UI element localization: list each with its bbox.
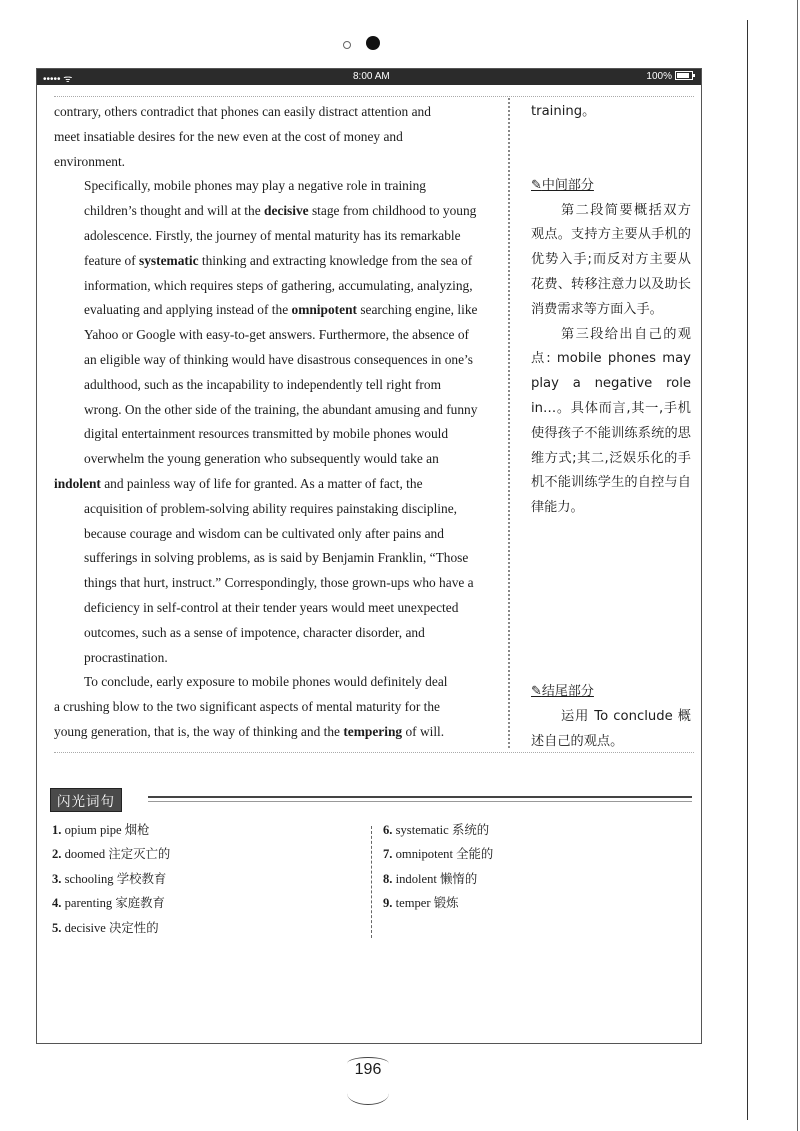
keyword: omnipotent — [291, 302, 357, 318]
vocab-item: 5. decisive 决定性的 — [52, 919, 159, 935]
keyword: indolent — [54, 475, 101, 491]
front-sensor — [343, 41, 351, 49]
annotation-paragraph: 运用 To conclude 概述自己的观点。 — [531, 708, 691, 749]
text-line: deficiency in self-control at their tender years would meet unexpected — [84, 599, 459, 615]
text-line: children’s thought and will at the decisive stage from childhood to young — [84, 203, 477, 219]
text-line: meet insatiable desires for the new even at the cost of money and — [54, 128, 403, 144]
essay-paragraph — [54, 174, 497, 670]
pen-icon: ✎ — [531, 177, 542, 193]
battery-indicator — [646, 71, 693, 82]
text-line: Yahoo or Google with easy-to-get answers. Furthermore, the absence of — [84, 327, 470, 343]
pen-icon: ✎ — [531, 684, 542, 699]
text-line: adolescence. Firstly, the journey of mental maturity has its remarkable — [84, 227, 461, 243]
text-line: contrary, others contradict that phones can easily distract attention and — [54, 104, 431, 119]
text-line: environment. — [54, 153, 126, 169]
vocab-item: 8. indolent 懒惰的 — [383, 870, 478, 886]
text-line: evaluating and applying instead of the omnipotent searching engine, like — [84, 302, 478, 318]
vocab-item: 1. opium pipe 烟枪 — [52, 822, 150, 837]
annotation-top: training。 — [531, 104, 596, 119]
annotation-column — [531, 100, 691, 521]
vocab-item: 2. doomed 注定灭亡的 — [52, 846, 171, 862]
text-line: digital entertainment resources transmitted by mobile phones would — [84, 426, 449, 442]
section-heading-end: ✎结尾部分 — [531, 684, 594, 699]
vocab-item: 6. systematic 系统的 — [383, 822, 490, 837]
text-line: outcomes, such as a sense of impotence, character disorder, and — [84, 624, 425, 640]
status-bar — [37, 69, 701, 85]
status-time: 8:00 AM — [353, 71, 390, 82]
vocab-separator — [371, 826, 372, 938]
essay-body — [54, 100, 497, 745]
text-line: overwhelm the young generation who subsequently would take an — [84, 451, 439, 467]
text-line: Specifically, mobile phones may play a negative role in training — [84, 178, 426, 194]
column-divider — [508, 98, 510, 748]
vocab-title: 闪光词句 — [50, 788, 122, 812]
text-line: indolent and painless way of life for granted. As a matter of fact, the — [54, 475, 423, 491]
text-line: an eligible way of thinking would have disastrous consequences in one’s — [84, 351, 473, 367]
content-top-divider — [54, 96, 694, 97]
text-line: adulthood, such as the incapability to independently tell right from — [84, 376, 442, 392]
text-line: procrastination. — [84, 649, 168, 665]
vocab-list-right — [383, 818, 493, 916]
text-line: feature of systematic thinking and extracting knowledge from the sea of — [84, 252, 473, 268]
text-line: sufferings in solving problems, as is said by Benjamin Franklin, “Those — [84, 550, 469, 566]
front-camera — [366, 36, 380, 50]
text-line: a crushing blow to the two significant aspects of mental maturity for the — [54, 699, 441, 715]
vocab-item: 4. parenting 家庭教育 — [52, 895, 165, 911]
annotation-end — [531, 680, 691, 754]
vocab-item: 9. temper 锻炼 — [383, 895, 459, 911]
essay-paragraph — [54, 100, 497, 174]
vocab-banner — [50, 788, 122, 810]
text-line: acquisition of problem-solving ability requires painstaking discipline, — [84, 500, 458, 516]
page-edge-line — [797, 0, 798, 1131]
text-line: To conclude, early exposure to mobile phones would definitely deal — [84, 674, 448, 690]
annotation-paragraph: 第三段给出自己的观点: mobile phones may play a negative role in…。具体而言,其一,手机使得孩子不能训练系统的思维方式;其二,泛娱乐化的手机不能训练学生的自控与自律能力。 — [531, 326, 691, 516]
text-line: things that hurt, instruct.” Correspondingly, those grown-ups who have a — [84, 575, 474, 591]
battery-percent: 100% — [646, 71, 672, 82]
section-heading-middle: ✎中间部分 — [531, 177, 594, 193]
keyword: systematic — [139, 252, 199, 268]
annotation-paragraph: 第二段简要概括双方观点。支持方主要从手机的优势入手;而反对方主要从花费、转移注意力以及助长消费需求等方面入手。 — [531, 202, 691, 317]
signal-indicator: ••••• ᯤ — [43, 74, 73, 85]
vocab-item: 7. omnipotent 全能的 — [383, 846, 494, 862]
text-line: wrong. On the other side of the training, the abundant amusing and funny — [84, 401, 478, 417]
text-line: because courage and wisdom can be cultivated only after pains and — [84, 525, 444, 541]
vocab-list-left — [52, 818, 170, 940]
banner-rule — [148, 796, 692, 802]
battery-icon — [675, 71, 693, 80]
text-line: information, which requires steps of gathering, accumulating, analyzing, — [84, 277, 473, 293]
text-line: young generation, that is, the way of thinking and the tempering of will. — [54, 723, 445, 739]
keyword: tempering — [343, 723, 403, 739]
page-edge-line — [747, 20, 748, 1120]
page-number: 196 — [354, 1061, 382, 1078]
essay-paragraph — [54, 670, 497, 744]
page-number-arc — [347, 1082, 389, 1105]
keyword: decisive — [264, 203, 309, 219]
vocab-item: 3. schooling 学校教育 — [52, 870, 167, 886]
